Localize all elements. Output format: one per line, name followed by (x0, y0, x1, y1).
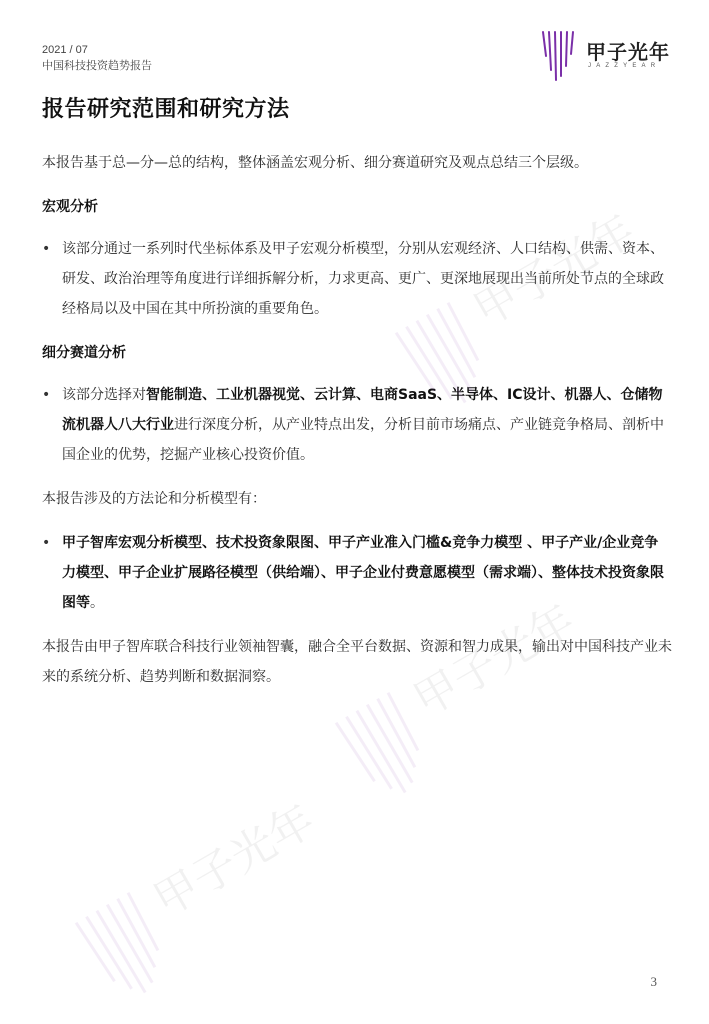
watermark-lower (40, 760, 340, 1000)
report-date: 2021 / 07 (42, 44, 88, 56)
macro-heading: 宏观分析 (42, 199, 98, 215)
macro-bullet-text: 该部分通过一系列时代坐标体系及甲子宏观分析模型，分别从宏观经济、人口结构、供需、资本、研发、政治治理等角度进行详细拆解分析，力求更高、更广、更深地展现出当前所处节点的全球政经格局以及中国在其中所扮演的重要角色。 (62, 241, 664, 317)
watermark-lower-text: 甲子光年 (145, 794, 324, 927)
methods-bullet-models: 甲子智库宏观分析模型、技术投资象限图、甲子产业准入门槛&竞争力模型 、甲子产业/企业竞争力模型、甲子企业扩展路径模型（供给端）、甲子企业付费意愿模型（需求端）、整体技术投资象限图等 (62, 535, 664, 611)
methods-bullet-end: 。 (90, 595, 104, 611)
watermark-middle-text: 甲子光年 (405, 594, 584, 727)
segment-bullet-pre: 该部分选择对 (62, 387, 146, 403)
intro-paragraph: 本报告基于总—分—总的结构，整体涵盖宏观分析、细分赛道研究及观点总结三个层级。 (42, 155, 588, 171)
closing-paragraph: 本报告由甲子智库联合科技行业领袖智囊，融合全平台数据、资源和智力成果，输出对中国科技产业未来的系统分析、趋势判断和数据洞察。 (42, 639, 672, 685)
report-name: 中国科技投资趋势报告 (42, 60, 152, 72)
segment-bullet-industries: 智能制造、工业机器视觉、云计算、电商SaaS、半导体、IC设计、机器人、仓储物流机器人八大行业 (62, 387, 663, 433)
bullet-icon: • (42, 387, 51, 403)
methods-bullet (42, 528, 672, 618)
page-content (42, 148, 672, 706)
segment-bullet (42, 380, 672, 470)
brand-logo (540, 28, 680, 86)
segment-bullet-post: 进行深度分析，从产业特点出发，分析目前市场痛点、产业链竞争格局、剖析中国企业的优势，挖掘产业核心投资价值。 (62, 417, 664, 463)
methods-intro: 本报告涉及的方法论和分析模型有： (42, 491, 266, 507)
logo-mark-icon (540, 28, 580, 84)
logo-subtitle: JAZZYEAR (588, 63, 661, 69)
logo-name: 甲子光年 (586, 40, 670, 64)
macro-bullet (42, 234, 672, 324)
segment-heading: 细分赛道分析 (42, 345, 126, 361)
page-title: 报告研究范围和研究方法 (42, 97, 290, 122)
page-number: 3 (650, 974, 657, 989)
report-header (42, 42, 152, 74)
bullet-icon: • (42, 535, 51, 551)
watermark-upper-text: 甲子光年 (465, 204, 644, 337)
bullet-icon: • (42, 241, 51, 257)
